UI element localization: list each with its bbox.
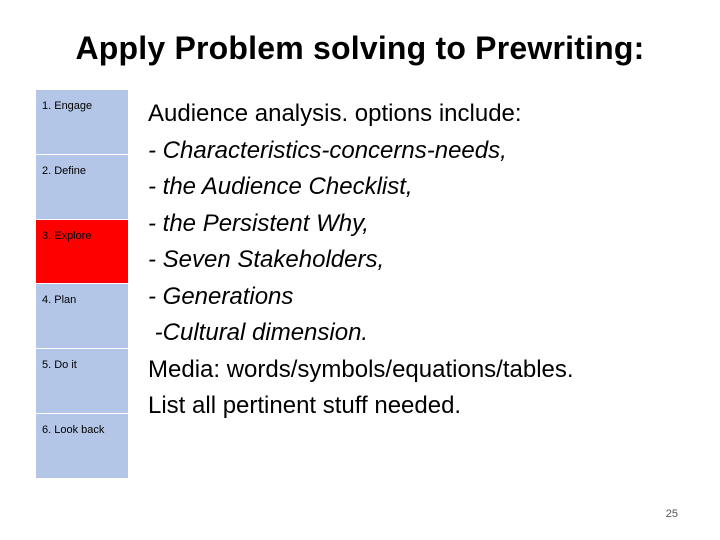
step-define: 2. Define: [36, 155, 128, 220]
step-do-it: 5. Do it: [36, 349, 128, 414]
step-explore: 3. Explore: [36, 220, 128, 285]
body-line: - Generations: [148, 282, 294, 310]
slide-title: Apply Problem solving to Prewriting:: [75, 30, 645, 66]
page-number: 25: [665, 508, 678, 520]
body-line: - Characteristics-concerns-needs,: [148, 136, 507, 164]
body-line: - the Audience Checklist,: [148, 173, 413, 200]
step-engage: 1. Engage: [36, 90, 128, 155]
body-line: Audience analysis. options include:: [148, 100, 522, 127]
process-steps-list: [36, 90, 128, 478]
body-line: - Seven Stakeholders,: [148, 246, 385, 273]
body-line: List all pertinent stuff needed.: [148, 392, 462, 419]
body-line: Media: words/symbols/equations/tables.: [148, 355, 574, 383]
body-line: -Cultural dimension.: [148, 319, 369, 346]
slide-body: [148, 96, 708, 425]
body-line: - the Persistent Why,: [148, 209, 369, 237]
step-plan: 4. Plan: [36, 284, 128, 349]
step-look-back: 6. Look back: [36, 414, 128, 478]
